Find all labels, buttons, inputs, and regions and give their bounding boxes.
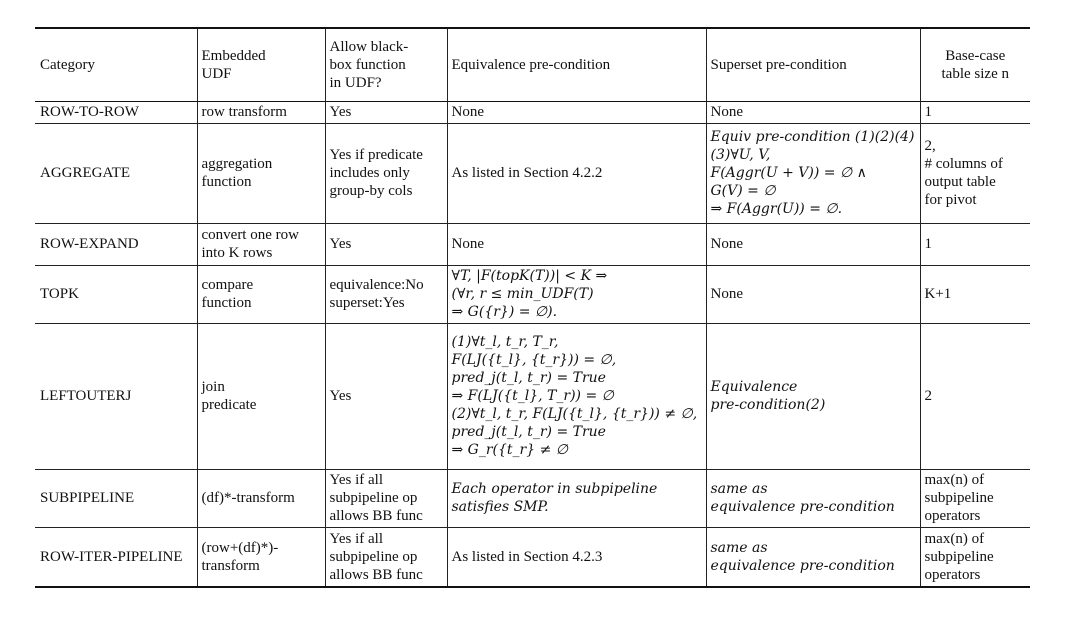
equivalence-cell-line: As listed in Section 4.2.3: [451, 548, 603, 565]
equivalence-cell: [447, 123, 706, 223]
base-cell: [920, 323, 1030, 469]
equivalence-cell: [447, 323, 706, 469]
superset-cell-line: None: [710, 236, 743, 252]
udf-header-line: UDF: [201, 65, 232, 82]
superset-cell-line: G(V) = ∅: [710, 183, 776, 199]
superset-cell-line: same as: [710, 481, 768, 497]
equivalence-cell-line: pred_j(t_l, t_r) = True: [451, 370, 606, 386]
equivalence-cell-line: ⇒ F(LJ({t_l}, T_r)) = ∅: [451, 388, 614, 404]
base-cell-line: for pivot: [924, 192, 977, 208]
udf-cell: [197, 223, 325, 265]
superset-cell-line: same as: [710, 539, 768, 556]
equivalence-cell: [447, 265, 706, 323]
table-row: [35, 101, 1030, 123]
udf-cell: [197, 469, 325, 527]
superset-cell: [706, 223, 920, 265]
equivalence-cell-line: None: [451, 104, 484, 120]
blackbox-cell-line: Yes: [329, 104, 352, 120]
base-cell: [920, 123, 1030, 223]
equivalence-cell-line: (∀r, r ≤ min_UDF(T): [451, 286, 594, 302]
base-cell-line: K+1: [924, 286, 952, 302]
category-cell: [35, 123, 197, 223]
udf-cell: [197, 527, 325, 587]
udf-cell-line: (row+(df)*)-: [201, 539, 279, 556]
equivalence-header: [447, 28, 706, 101]
equivalence-cell-line: F(LJ({t_l}, {t_r})) = ∅,: [451, 352, 617, 368]
category-cell-line: SUBPIPELINE: [40, 490, 135, 506]
base-case-header: [920, 28, 1030, 101]
superset-cell-line: ⇒ F(Aggr(U)) = ∅.: [710, 201, 843, 217]
table-row: [35, 123, 1030, 223]
table-row: [35, 323, 1030, 469]
base-cell: [920, 469, 1030, 527]
blackbox-header: [325, 28, 447, 101]
udf-cell: [197, 323, 325, 469]
superset-cell-line: None: [710, 104, 743, 120]
blackbox-cell-line: Yes if all: [329, 530, 383, 547]
base-cell-line: operators: [924, 508, 981, 524]
category-cell: [35, 223, 197, 265]
blackbox-cell: [325, 265, 447, 323]
udf-cell-line: row transform: [201, 104, 287, 120]
superset-header-line: Superset pre-condition: [710, 56, 847, 73]
superset-cell: [706, 265, 920, 323]
base-cell: [920, 527, 1030, 587]
udf-header: [197, 28, 325, 101]
udf-cell-line: function: [201, 174, 252, 190]
equivalence-cell: [447, 469, 706, 527]
blackbox-cell-line: allows BB func: [329, 566, 423, 583]
udf-cell: [197, 123, 325, 223]
base-cell: [920, 101, 1030, 123]
superset-cell: [706, 527, 920, 587]
precondition-table: [35, 27, 1030, 588]
blackbox-cell-line: Yes: [329, 388, 352, 404]
blackbox-cell-line: includes only: [329, 165, 410, 181]
table-row: [35, 223, 1030, 265]
udf-cell-line: join: [201, 379, 225, 395]
blackbox-cell-line: subpipeline op: [329, 490, 418, 506]
equivalence-cell: [447, 101, 706, 123]
category-cell: [35, 323, 197, 469]
base-cell-line: output table: [924, 174, 996, 190]
category-cell-line: TOPK: [40, 286, 79, 302]
equivalence-cell: [447, 223, 706, 265]
udf-header-line: Embedded: [201, 47, 266, 64]
table-row: [35, 527, 1030, 587]
blackbox-cell: [325, 323, 447, 469]
udf-cell-line: function: [201, 295, 252, 311]
equivalence-cell-line: pred_j(t_l, t_r) = True: [451, 424, 606, 440]
udf-cell-line: (df)*-transform: [201, 490, 295, 506]
superset-cell: [706, 323, 920, 469]
equivalence-cell: [447, 527, 706, 587]
base-cell-line: subpipeline: [924, 548, 994, 565]
base-case-header-line: Base-case: [945, 47, 1006, 64]
blackbox-cell-line: allows BB func: [329, 508, 423, 524]
blackbox-cell: [325, 527, 447, 587]
superset-cell-line: pre-condition(2): [710, 397, 826, 413]
blackbox-cell: [325, 223, 447, 265]
base-case-header-line: table size n: [941, 65, 1009, 82]
superset-cell-line: F(Aggr(U + V)) = ∅ ∧: [710, 165, 867, 181]
superset-cell-line: Equiv pre-condition (1)(2)(4): [710, 129, 915, 145]
category-header: [35, 28, 197, 101]
base-cell-line: operators: [924, 566, 981, 583]
blackbox-header-line: box function: [329, 56, 406, 73]
superset-cell-line: Equivalence: [710, 379, 798, 395]
udf-cell-line: predicate: [201, 397, 257, 413]
category-cell-line: AGGREGATE: [40, 165, 130, 181]
base-cell: [920, 223, 1030, 265]
superset-cell-line: (3)∀U, V,: [710, 147, 771, 163]
equivalence-cell-line: Each operator in subpipeline: [451, 481, 658, 497]
superset-cell: [706, 469, 920, 527]
blackbox-cell-line: subpipeline op: [329, 548, 418, 565]
superset-cell: [706, 123, 920, 223]
blackbox-cell-line: superset:Yes: [329, 295, 405, 311]
equivalence-header-line: Equivalence pre-condition: [451, 56, 611, 73]
category-cell-line: ROW-EXPAND: [40, 236, 139, 252]
blackbox-cell: [325, 469, 447, 527]
superset-cell: [706, 101, 920, 123]
category-cell-line: LEFTOUTERJ: [40, 388, 132, 404]
equivalence-cell-line: (1)∀t_l, t_r, T_r,: [451, 334, 559, 350]
udf-cell-line: transform: [201, 557, 260, 574]
category-cell-line: ROW-TO-ROW: [40, 104, 139, 120]
category-cell: [35, 101, 197, 123]
category-header-line: Category: [40, 56, 95, 73]
base-cell-line: # columns of: [924, 156, 1003, 172]
table-row: [35, 469, 1030, 527]
table-header: [35, 28, 1030, 101]
blackbox-header-line: in UDF?: [329, 74, 382, 91]
base-cell: [920, 265, 1030, 323]
udf-cell: [197, 265, 325, 323]
blackbox-cell-line: Yes if predicate: [329, 147, 423, 163]
udf-cell-line: compare: [201, 277, 254, 293]
equivalence-cell-line: ⇒ G_r({t_r} ≠ ∅: [451, 442, 568, 458]
superset-cell-line: equivalence pre-condition: [710, 499, 895, 515]
blackbox-cell-line: Yes: [329, 236, 352, 252]
equivalence-cell-line: (2)∀t_l, t_r, F(LJ({t_l}, {t_r})) ≠ ∅,: [451, 406, 698, 422]
udf-cell-line: convert one row: [201, 227, 299, 243]
blackbox-cell-line: group-by cols: [329, 183, 413, 199]
base-cell-line: 2,: [924, 138, 936, 154]
udf-cell-line: aggregation: [201, 156, 273, 172]
category-cell: [35, 469, 197, 527]
base-cell-line: max(n) of: [924, 472, 985, 488]
base-cell-line: 2: [924, 388, 932, 404]
table-row: [35, 265, 1030, 323]
udf-cell: [197, 101, 325, 123]
equivalence-cell-line: None: [451, 236, 484, 252]
blackbox-cell: [325, 101, 447, 123]
table-body: [35, 101, 1030, 587]
equivalence-cell-line: ∀T, |F(topK(T))| < K ⇒: [451, 268, 608, 284]
base-cell-line: max(n) of: [924, 530, 985, 547]
superset-cell-line: equivalence pre-condition: [710, 557, 895, 574]
base-cell-line: 1: [924, 104, 932, 120]
base-cell-line: subpipeline: [924, 490, 994, 506]
base-cell-line: 1: [924, 236, 932, 252]
superset-cell-line: None: [710, 286, 743, 302]
blackbox-cell-line: Yes if all: [329, 472, 383, 488]
category-cell: [35, 527, 197, 587]
category-cell: [35, 265, 197, 323]
equivalence-cell-line: As listed in Section 4.2.2: [451, 165, 603, 181]
blackbox-header-line: Allow black-: [329, 38, 409, 55]
superset-header: [706, 28, 920, 101]
equivalence-cell-line: ⇒ G({r}) = ∅).: [451, 304, 558, 320]
category-cell-line: ROW-ITER-PIPELINE: [40, 548, 183, 565]
blackbox-cell: [325, 123, 447, 223]
udf-cell-line: into K rows: [201, 245, 273, 261]
blackbox-cell-line: equivalence:No: [329, 277, 424, 293]
equivalence-cell-line: satisfies SMP.: [451, 499, 549, 515]
